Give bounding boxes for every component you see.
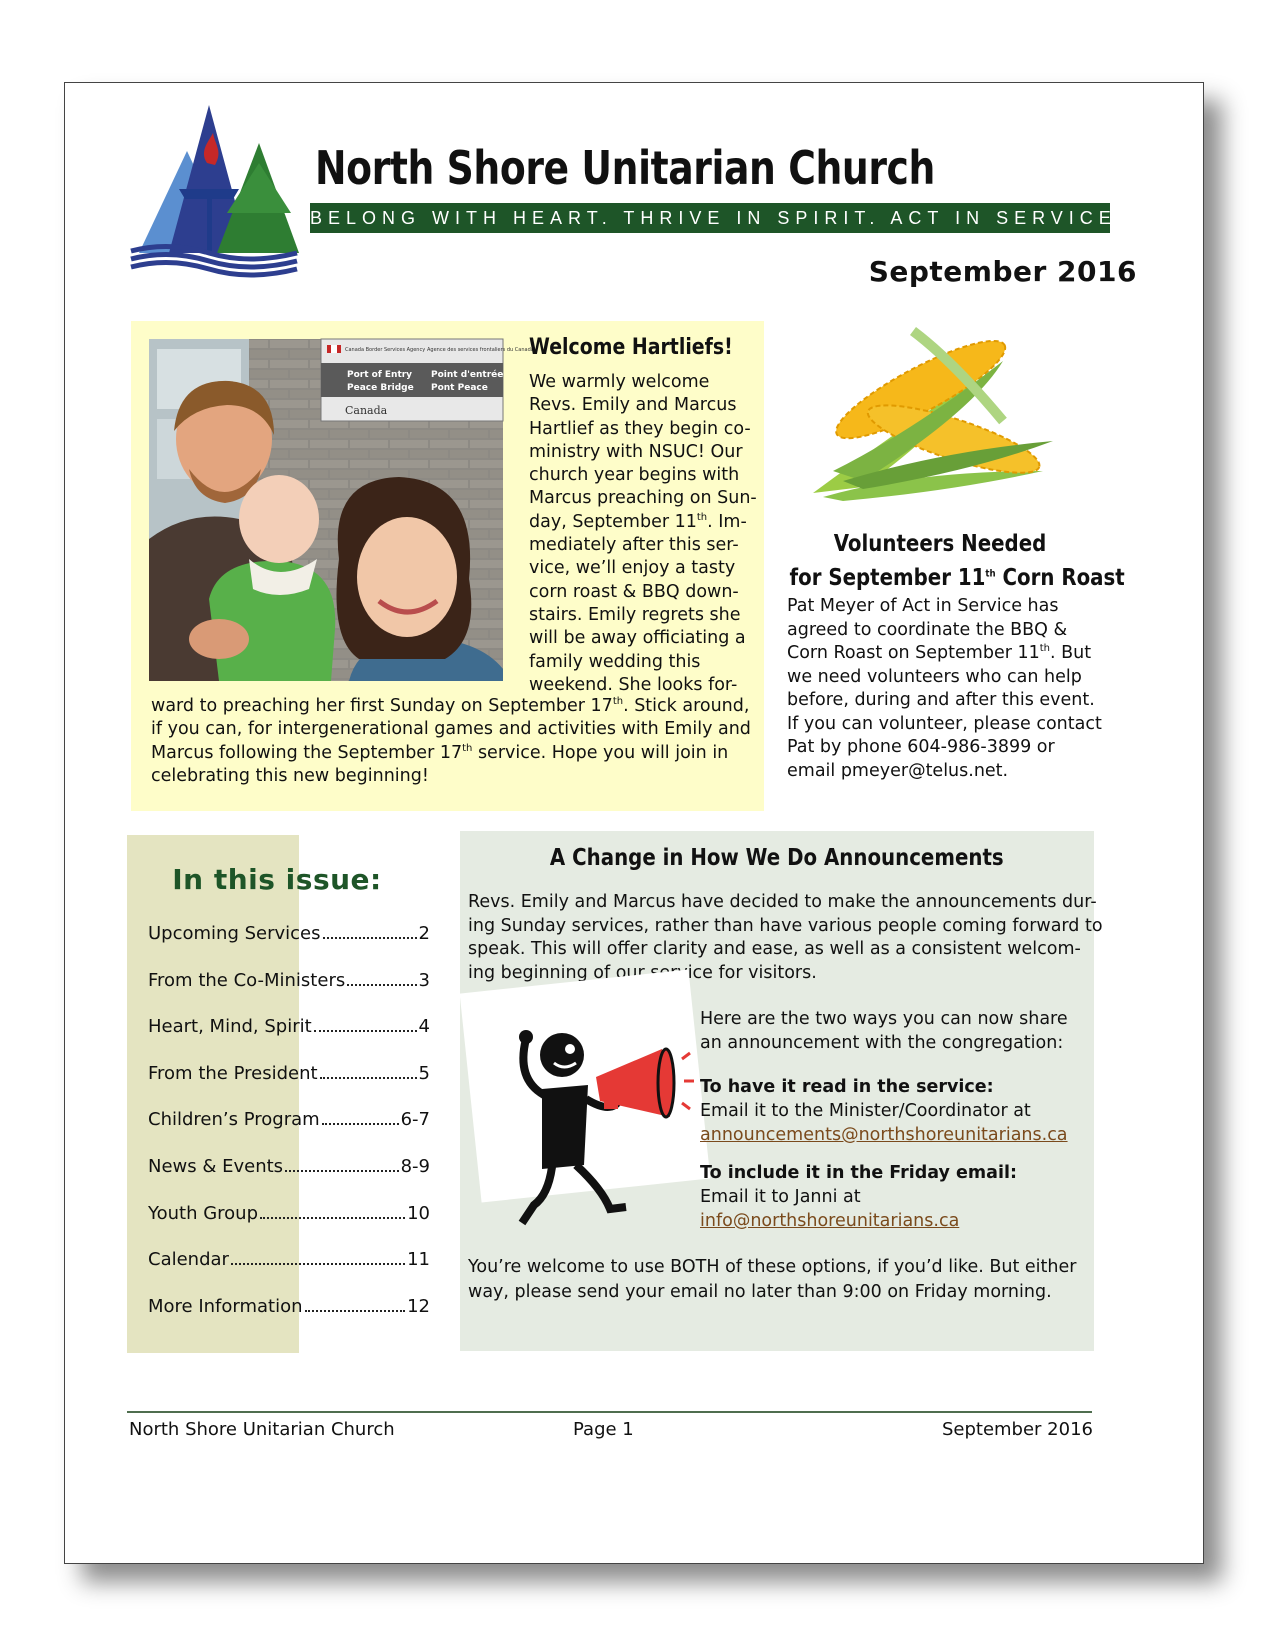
- outro-line: You’re welcome to use BOTH of these options, if you’d like. But either: [468, 1257, 1077, 1277]
- outro-line: way, please send your email no later than 9:00 on Friday morning.: [468, 1282, 1052, 1302]
- volunteers-line: If you can volunteer, please contact: [787, 713, 1102, 734]
- welcome-line: church year begins with: [529, 465, 740, 486]
- welcome-line: Marcus following the September 17th service. Hope you will join in: [151, 742, 729, 763]
- announcements-intro: [468, 891, 1103, 985]
- welcome-line: mediately after this ser-: [529, 535, 739, 556]
- sign-fr-line1: Point d'entrée: [431, 370, 504, 380]
- options-intro: Here are the two ways you can now share: [700, 1009, 1068, 1029]
- toc-item[interactable]: From the President 5: [148, 1062, 430, 1084]
- volunteers-line: Pat by phone 604-986-3899 or: [787, 737, 1055, 757]
- sign-en-line2: Peace Bridge: [347, 383, 414, 393]
- volunteers-heading-line: Volunteers Needed: [833, 531, 1047, 557]
- welcome-heading: Welcome Hartliefs!: [529, 335, 733, 360]
- church-logo: [129, 103, 299, 273]
- announcements-outro: [468, 1255, 1088, 1305]
- volunteers-line: Pat Meyer of Act in Service has: [787, 596, 1059, 616]
- announcements-email-link[interactable]: announcements@northshoreunitarians.ca: [700, 1125, 1068, 1145]
- footer-church-name: North Shore Unitarian Church: [129, 1419, 395, 1440]
- info-email-link[interactable]: info@northshoreunitarians.ca: [700, 1211, 960, 1231]
- option1-heading: To have it read in the service:: [700, 1077, 994, 1097]
- welcome-line: corn roast & BBQ down-: [529, 581, 739, 602]
- toc-item[interactable]: From the Co-Ministers 3: [148, 969, 430, 991]
- toc-item[interactable]: Youth Group 10: [148, 1202, 430, 1224]
- welcome-article: [131, 321, 764, 811]
- sign-agency: Canada Border Services Agency: [345, 347, 426, 353]
- announcements-heading: A Change in How We Do Announcements: [550, 845, 1004, 871]
- sign-fr-line2: Pont Peace: [431, 383, 488, 393]
- hartlief-family-photo: [149, 339, 534, 681]
- welcome-line: Marcus preaching on Sun-: [529, 488, 757, 509]
- church-name: North Shore Unitarian Church: [315, 141, 935, 195]
- toc-item[interactable]: Calendar 11: [148, 1249, 430, 1271]
- welcome-line: if you can, for intergenerational games and activities with Emily and: [151, 719, 751, 740]
- toc-item[interactable]: News & Events 8-9: [148, 1155, 430, 1177]
- corn-image: [803, 321, 1065, 501]
- megaphone-figure-icon: [492, 1019, 702, 1229]
- intro-line: ing Sunday services, rather than have various people coming forward to: [468, 915, 1103, 936]
- volunteers-line: we need volunteers who can help: [787, 666, 1082, 687]
- welcome-line: celebrating this new beginning!: [151, 765, 429, 786]
- welcome-line: Hartlief as they begin co-: [529, 418, 751, 439]
- toc-list: [148, 923, 430, 1342]
- option2-text: Email it to Janni at: [700, 1187, 861, 1207]
- welcome-line: stairs. Emily regrets she: [529, 604, 741, 625]
- welcome-line: Revs. Emily and Marcus: [529, 395, 737, 416]
- intro-line: speak. This will offer clarity and ease, as well as a consistent welcom-: [468, 939, 1081, 960]
- volunteers-line: Corn Roast on September 11th. But: [787, 643, 1092, 663]
- toc-item[interactable]: Children’s Program 6-7: [148, 1109, 430, 1131]
- welcome-line: ward to preaching her first Sunday on September 17th. Stick around,: [151, 696, 750, 716]
- option2-heading: To include it in the Friday email:: [700, 1163, 1017, 1183]
- toc-item[interactable]: Upcoming Services 2: [148, 923, 430, 944]
- footer-divider: [127, 1411, 1092, 1413]
- welcome-line: weekend. She looks for-: [529, 674, 738, 695]
- volunteers-heading-line: for September 11th Corn Roast: [789, 565, 1125, 591]
- volunteers-line: email pmeyer@telus.net.: [787, 760, 1009, 781]
- footer-date: September 2016: [941, 1419, 1093, 1440]
- sign-agency-fr: Agence des services frontaliers du Canada: [427, 347, 534, 353]
- volunteers-body: [787, 595, 1117, 783]
- toc-item[interactable]: Heart, Mind, Spirit 4: [148, 1016, 430, 1038]
- welcome-line: vice, we’ll enjoy a tasty: [529, 558, 736, 579]
- toc-item[interactable]: More Information 12: [148, 1295, 430, 1317]
- announcements-article: [460, 831, 1103, 1351]
- volunteers-line: agreed to coordinate the BBQ &: [787, 619, 1068, 640]
- volunteers-heading: [765, 527, 1125, 595]
- sign-wordmark: Canada: [345, 404, 388, 417]
- intro-line: ing beginning of our service for visitors.: [468, 962, 817, 983]
- welcome-line: family wedding this: [529, 651, 701, 672]
- sign-en-line1: Port of Entry: [347, 370, 413, 380]
- welcome-line: day, September 11th. Im-: [529, 511, 747, 532]
- tagline: BELONG WITH HEART. THRIVE IN SPIRIT. ACT IN SERVICE: [310, 203, 1110, 233]
- newsletter-page: [64, 82, 1204, 1564]
- option1-text: Email it to the Minister/Coordinator at: [700, 1101, 1031, 1121]
- footer-page-number: Page 1: [573, 1419, 634, 1440]
- announcement-options: [700, 1007, 1090, 1233]
- volunteers-line: before, during and after this event.: [787, 690, 1095, 710]
- intro-line: Revs. Emily and Marcus have decided to make the announcements dur-: [468, 892, 1097, 912]
- options-intro: an announcement with the congregation:: [700, 1033, 1064, 1053]
- issue-date: September 2016: [868, 255, 1137, 288]
- welcome-line: We warmly welcome: [529, 372, 710, 392]
- welcome-full-text: [151, 695, 751, 788]
- toc-title: In this issue:: [172, 863, 382, 896]
- welcome-column-text: [529, 371, 757, 697]
- welcome-line: ministry with NSUC! Our: [529, 441, 743, 462]
- welcome-line: will be away officiating a: [529, 628, 746, 649]
